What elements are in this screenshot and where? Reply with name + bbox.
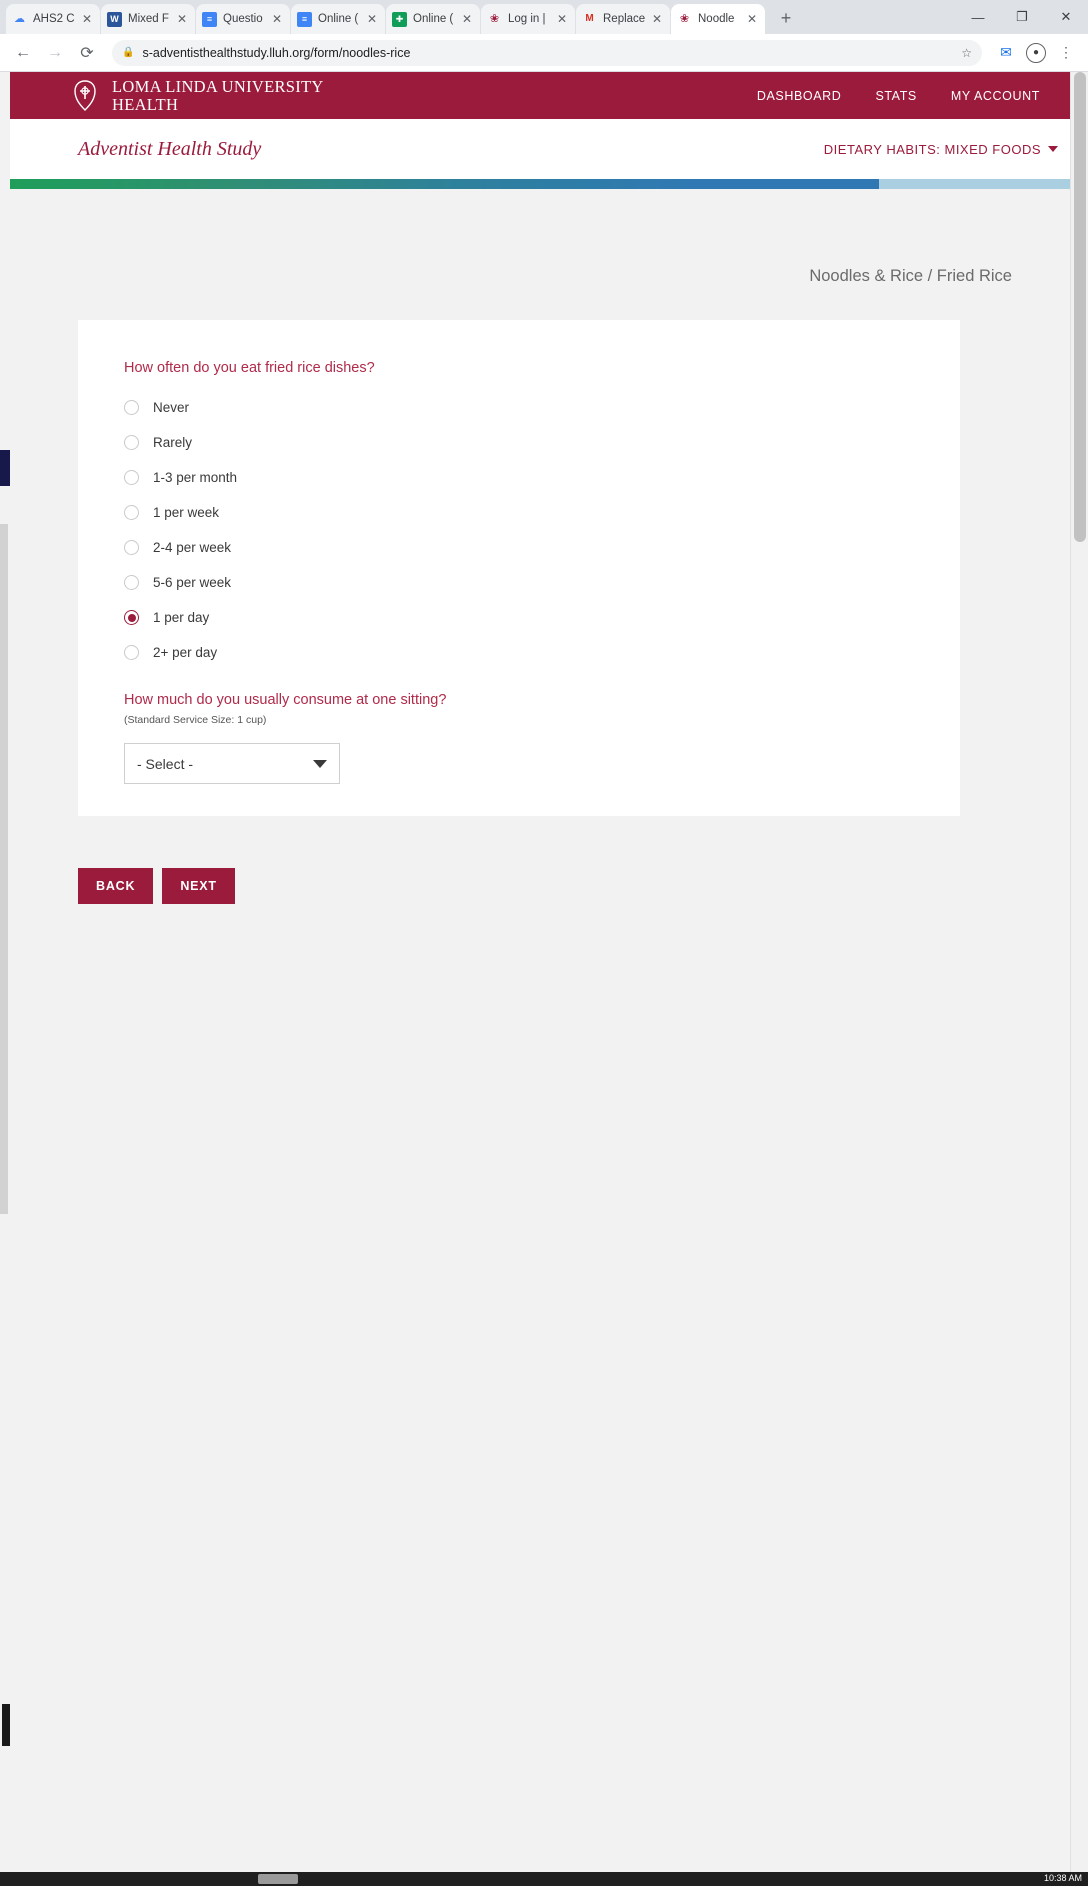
tab-title: Replace — [603, 13, 646, 25]
progress-bar-track — [10, 179, 1080, 189]
tab-title: AHS2 C — [33, 13, 75, 25]
tab-close-icon[interactable]: ✕ — [461, 12, 473, 26]
radio-option-1-per-week[interactable] — [124, 495, 960, 530]
brand-wordmark — [112, 78, 324, 113]
radio-option-rarely[interactable] — [124, 425, 960, 460]
serving-size-note: (Standard Service Size: 1 cup) — [124, 714, 267, 726]
tab-title: Noodle — [698, 13, 735, 25]
brand-line-1: LOMA LINDA UNIVERSITY — [112, 77, 324, 97]
left-edge-artifact-bottom — [2, 1704, 10, 1746]
brand-line-2: HEALTH — [112, 94, 179, 114]
question-card — [78, 320, 960, 816]
nav-item-stats[interactable]: STATS — [875, 88, 917, 103]
back-arrow-icon[interactable]: ← — [15, 43, 31, 61]
back-button[interactable]: BACK — [78, 868, 153, 904]
avatar: ● — [1026, 43, 1046, 63]
next-button[interactable]: NEXT — [162, 868, 235, 904]
radio-option-1-3-per-month[interactable] — [124, 460, 960, 495]
web-page — [10, 72, 1080, 1886]
browser-tab-5[interactable] — [386, 4, 480, 34]
gmail-icon: M — [585, 13, 594, 24]
tab-close-icon[interactable]: ✕ — [366, 12, 378, 26]
browser-tab-7[interactable] — [576, 4, 670, 34]
radio-label: Never — [153, 400, 190, 415]
radio-option-2-plus-per-day[interactable] — [124, 635, 960, 670]
nav-item-my-account[interactable]: MY ACCOUNT — [950, 88, 1040, 103]
extension-icon[interactable]: ✉ — [1000, 44, 1012, 60]
radio-circle-icon[interactable] — [124, 540, 139, 555]
study-title: Adventist Health Study — [78, 137, 262, 160]
browser-tab-6[interactable] — [481, 4, 575, 34]
forms-icon: ≡ — [202, 12, 217, 27]
radio-label: 1-3 per month — [153, 470, 238, 485]
lluh-icon: ❀ — [679, 12, 690, 25]
tab-close-icon[interactable]: ✕ — [271, 12, 283, 26]
radio-label: 1 per day — [153, 610, 210, 625]
radio-circle-icon[interactable] — [124, 470, 139, 485]
page-viewport — [0, 72, 1088, 1886]
page-scrollbar[interactable] — [1070, 72, 1088, 1886]
tab-title: Mixed F — [128, 13, 169, 25]
browser-window — [0, 0, 1088, 72]
radio-label: 5-6 per week — [153, 575, 232, 590]
sub-header — [10, 119, 1080, 179]
forms-icon: ≡ — [297, 12, 312, 27]
radio-option-5-6-per-week[interactable] — [124, 565, 960, 600]
browser-toolbar — [0, 34, 1088, 72]
radio-option-1-per-day[interactable] — [124, 600, 960, 635]
sheets-icon: ✚ — [392, 12, 407, 27]
primary-nav — [757, 89, 1062, 103]
maximize-button[interactable]: ❐ — [1016, 9, 1028, 24]
chevron-down-icon — [1048, 146, 1058, 152]
question-1-label: How often do you eat fried rice dishes? — [124, 360, 375, 376]
site-header — [10, 72, 1080, 119]
forward-arrow-icon[interactable]: → — [47, 43, 63, 61]
section-dropdown-label: DIETARY HABITS: MIXED FOODS — [823, 141, 1041, 157]
word-doc-icon: W — [107, 12, 122, 27]
tab-close-icon[interactable]: ✕ — [556, 12, 568, 26]
address-bar-url: s-adventisthealthstudy.lluh.org/form/noodles-rice — [142, 45, 411, 60]
chevron-down-icon — [313, 760, 327, 768]
browser-tab-3[interactable] — [196, 4, 290, 34]
radio-label: 1 per week — [153, 505, 220, 520]
tab-title: Log in | — [508, 13, 546, 25]
radio-circle-icon[interactable] — [124, 435, 139, 450]
tab-close-icon[interactable]: ✕ — [746, 12, 758, 26]
browser-tab-4[interactable] — [291, 4, 385, 34]
radio-circle-icon[interactable] — [124, 505, 139, 520]
os-taskbar — [0, 1872, 1088, 1886]
bookmark-star-icon[interactable]: ☆ — [961, 45, 972, 60]
radio-label: 2+ per day — [153, 645, 218, 660]
radio-circle-icon[interactable] — [124, 575, 139, 590]
lock-icon: 🔒 — [122, 47, 135, 58]
tab-title: Online ( — [318, 13, 359, 25]
address-bar[interactable] — [112, 40, 982, 66]
close-window-button[interactable]: ✕ — [1060, 9, 1072, 24]
radio-option-never[interactable] — [124, 390, 960, 425]
question-2-label: How much do you usually consume at one sitting? — [124, 692, 447, 708]
portion-select-value: - Select - — [137, 755, 194, 772]
profile-avatar[interactable] — [1022, 39, 1050, 67]
minimize-button[interactable]: — — [971, 9, 985, 25]
cloud-icon: ☁ — [14, 12, 25, 25]
portion-select[interactable] — [124, 743, 340, 784]
browser-tab-8-active[interactable] — [671, 4, 765, 34]
scrollbar-thumb[interactable] — [1074, 72, 1086, 542]
tab-close-icon[interactable]: ✕ — [176, 12, 188, 26]
radio-label: 2-4 per week — [153, 540, 232, 555]
new-tab-button[interactable]: + — [780, 7, 792, 28]
tab-strip — [0, 0, 1088, 34]
reload-icon[interactable]: ⟳ — [80, 44, 94, 62]
browser-tab-2[interactable] — [101, 4, 195, 34]
toolbar-right-icons — [990, 39, 1080, 67]
tab-close-icon[interactable]: ✕ — [81, 12, 93, 26]
lluh-crest-icon — [70, 80, 100, 112]
radio-label: Rarely — [153, 435, 193, 450]
tab-title: Online ( — [413, 13, 454, 25]
radio-circle-icon[interactable] — [124, 400, 139, 415]
nav-item-dashboard[interactable]: DASHBOARD — [756, 88, 842, 103]
tab-close-icon[interactable]: ✕ — [651, 12, 663, 26]
breadcrumb: Noodles & Rice / Fried Rice — [809, 267, 1012, 285]
radio-circle-icon[interactable] — [124, 645, 139, 660]
taskbar-item[interactable] — [258, 1874, 298, 1884]
left-edge-artifact-top — [0, 450, 10, 486]
browser-menu-icon[interactable]: ⋮ — [1059, 44, 1073, 60]
taskbar-clock: 10:38 AM — [1043, 1873, 1082, 1883]
radio-option-2-4-per-week[interactable] — [124, 530, 960, 565]
left-edge-scroll-artifact — [0, 524, 8, 1214]
tab-title: Questio — [223, 13, 263, 25]
form-actions — [78, 868, 1058, 904]
browser-tab-1[interactable] — [6, 4, 100, 34]
section-dropdown[interactable] — [824, 142, 1058, 157]
page-content — [10, 189, 1080, 904]
radio-circle-icon-selected[interactable] — [124, 610, 139, 625]
progress-bar-fill — [10, 179, 879, 189]
window-controls — [956, 0, 1088, 34]
lluh-icon: ❀ — [489, 12, 500, 25]
